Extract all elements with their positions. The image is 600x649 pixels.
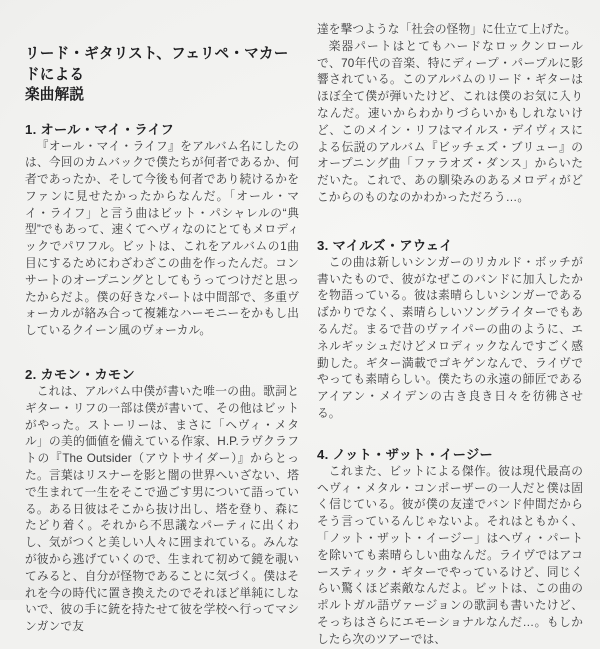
track1-heading: 1. オール・マイ・ライフ [25, 121, 175, 137]
page-title [25, 44, 299, 106]
track2-paragraph-left: これは、アルバム中僕が書いた唯一の曲。歌詞とギター・リフの一部は僕が書いて、その他はビットがやった。ストーリーは、まさに「ヘヴィ・メタル」の美的価値を備えている作家、H.P.ラヴクラフトの『The Outsider（アウトサイダー）』からとった。言葉はリスナーを影と闇の世界へいざない、塔で生まれて一生をそこで過ごす男について語っている。ある日彼はそこから抜け出し、塔を登り、森にたどり着く。それから不思議なパーティに出くわし、気がつくと美しい人々に囲まれている。みんなが彼から逃げていくので、生まれて初めて鏡を覗いてみると、自分が怪物であることに気づく。僕はそれを今の時代に置き換えたのでそれほど単純にしないで、彼の手に銃を持たせて彼を学校へ行ってマシンガンで友 [25, 385, 299, 634]
track4-heading: 4. ノット・ザット・イージー [317, 446, 493, 462]
track1-paragraph: 『オール・マイ・ライフ』をアルバム名にしたのは、今回のカムバックで僕たちが何者であるか、何者であったか、そして今後も何者であり続けるかをファンに見せたかったからなんだ。「オール・マイ・ライフ」と言う曲はビット・パシャレルの“典型”でもあって、速くてヘヴィなのにとてもメロディックでパワフル。ビットは、これをアルバムの1曲目にするためにわざわざこの曲を作ったんだ。コンサートのオープニングとしてもうってつけだと思ったからだよ。僕の好きなパートは中間部で、多重ヴォーカルが絡み合って複雑なハーモニーをかもし出しているクイーン風のヴォーカル。 [25, 139, 299, 338]
track4-paragraph: これまた、ビットによる傑作。彼は現代最高のヘヴィ・メタル・コンポーザーの一人だと僕は固く信じている。彼が僕の友達でバンド仲間だからそう言っているんじゃないよ。それはともかく、「ノット・ザット・イージー」はヘヴィ・パートを除いても素晴らしい曲なんだ。ライヴではアコースティック・ギターでやっているけど、同じくらい驚くほど素敵なんだよ。ビットは、この曲のポルトガル語ヴァージョンの歌詞も書いたけど、そっちはさらにエモーショナルなんだ…。もしかしたら次のツアーでは、 [317, 464, 583, 646]
track2-paragraph2: 楽器パートはとてもハードなロックンロールで、70年代の音楽、特にディープ・パープルに影響されている。このアルバムのリード・ギターはほぼ全て僕が弾いたけど、これは僕のお気に入りなんだ。速いからわかりづらいかもしれないけど、このメイン・リフはマイルス・デイヴィスによる伝説のアルバム『ビッチェズ・ブリュー』のオープニング曲「ファラオズ・ダンス」からいただいた。これで、あの馴染みのあるメロディがどこからのものなのかわかっただろう…。 [317, 39, 583, 204]
left-column [25, 0, 299, 636]
right-column [317, 0, 583, 649]
page-title-line1: リード・ギタリスト、フェリペ・マカードによる [25, 46, 289, 83]
page-title-line2: 楽曲解説 [25, 87, 85, 103]
track3-heading: 3. マイルズ・アウェイ [317, 237, 453, 253]
track3-paragraph: この曲は新しいシンガーのリカルド・ボッチが書いたもので、彼がなぜこのバンドに加入したかを物語っている。彼は素晴らしいシンガーであるばかりでなく、素晴らしいソングライターでもあるんだ。まるで昔のヴァイパーの曲のように、エネルギッシュだけどメロディックなんですごく感動した。ギター満載でゴキゲンなんで、ライヴでやっても素晴らしい。僕たちの永遠の師匠であるアイアン・メイデンの古き良き日々を彷彿させる。 [317, 255, 583, 420]
track2-heading: 2. カモン・カモン [25, 367, 135, 383]
track2-paragraph-continuation: 達を撃つような「社会の怪物」に仕立て上げた。 [317, 23, 577, 36]
